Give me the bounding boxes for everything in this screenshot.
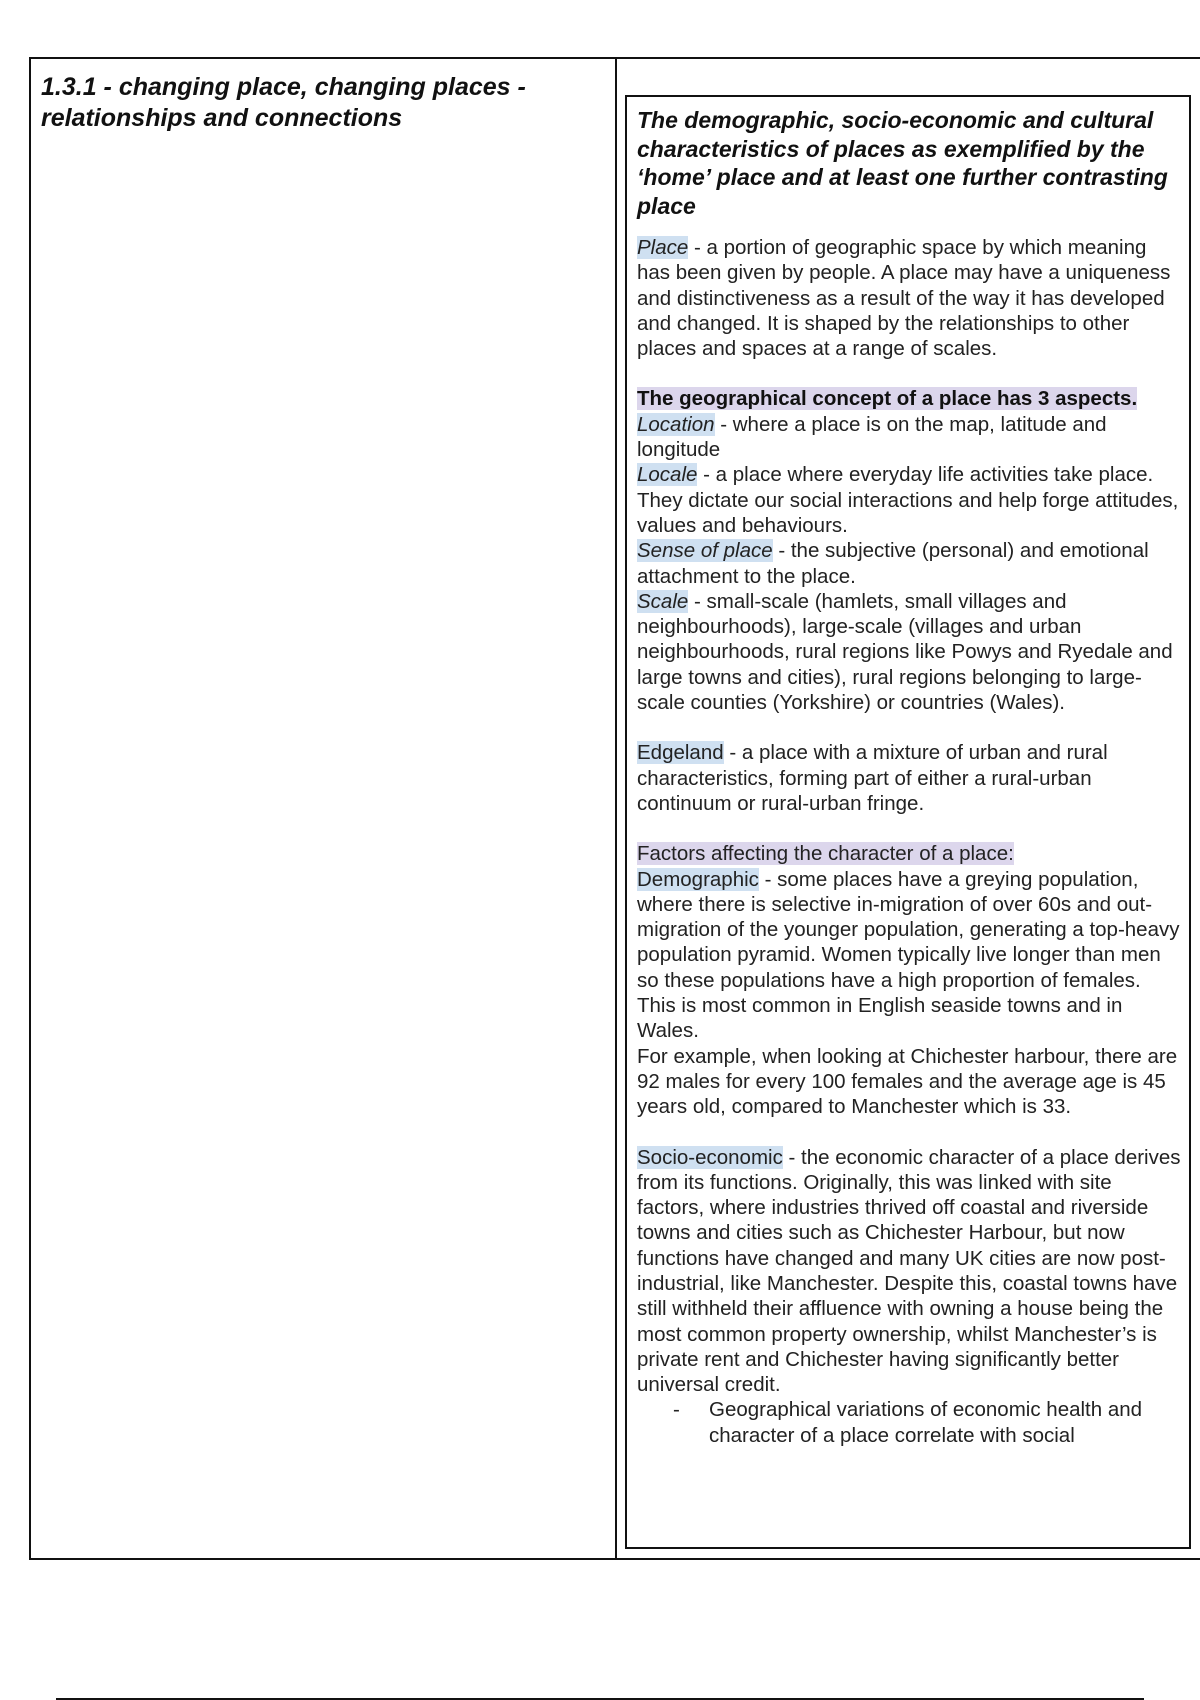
socio-economic-text: - the economic character of a place derives from its functions. Originally, this was linked with site factors, where industries thrived off coastal and riverside towns and cities such as Chichester Harbour, but now functions have changed and many UK cities are now post-industrial, like Manchester. Despite this, coastal towns have still withheld their affluence with owning a house being the most common property ownership, whilst Manchester’s is private rent and Chichester having significantly better universal credit. xyxy=(637,1145,1181,1397)
aspect-text: - the subjective (personal) and emotional attachment to the place. xyxy=(637,539,1149,588)
bullet-dash: - xyxy=(673,1398,680,1422)
column-divider xyxy=(615,57,617,1560)
term-demographic: Demographic xyxy=(637,867,759,891)
socio-economic-paragraph xyxy=(637,1145,1182,1398)
aspect-sense-of-place xyxy=(637,538,1182,589)
term-locale: Locale xyxy=(637,463,698,487)
place-definition-text: - a portion of geographic space by which meaning has been given by people. A place may have a uniqueness and distinctiveness as a result of the way it has developed and changed. It is shaped by the relationships to other places and spaces at a range of scales. xyxy=(637,236,1171,361)
notes-content xyxy=(637,106,1182,1448)
aspects-heading: The geographical concept of a place has 3 aspects. xyxy=(637,387,1138,411)
box-title: The demographic, socio-economic and cultural characteristics of places as exemplified by the ‘home’ place and at least one further contrasting place xyxy=(637,107,1168,219)
term-edgeland: Edgeland xyxy=(637,741,724,765)
term-location: Location xyxy=(637,412,715,436)
section-heading: 1.3.1 - changing place, changing places - relationships and connections xyxy=(41,73,526,132)
edgeland-text: - a place with a mixture of urban and rural characteristics, forming part of either a rural-urban continuum or rural-urban fringe. xyxy=(637,741,1108,815)
aspect-text: - a place where everyday life activities take place. They dictate our social interactions and help forge attitudes, values and behaviours. xyxy=(637,463,1179,537)
term-sense-of-place: Sense of place xyxy=(637,539,773,563)
list-item xyxy=(637,1397,1182,1448)
aspect-locale xyxy=(637,462,1182,538)
factors-heading: Factors affecting the character of a place: xyxy=(637,842,1014,866)
bullet-text: Geographical variations of economic health and character of a place correlate with social xyxy=(709,1398,1143,1447)
aspect-text: - where a place is on the map, latitude and longitude xyxy=(637,412,1107,462)
demographic-text: - some places have a greying population, where there is selective in-migration of over 60s and out-migration of the younger population, generating a top-heavy population pyramid. Women typically live longer than men so these populations have a high proportion of females. This is most common in English seaside towns and in Wales. xyxy=(637,867,1180,1043)
place-definition xyxy=(637,235,1182,361)
aspect-scale xyxy=(637,589,1182,715)
demographic-paragraph xyxy=(637,867,1182,1044)
aspect-location xyxy=(637,412,1182,463)
term-socio-economic: Socio-economic xyxy=(637,1145,783,1169)
term-place: Place xyxy=(637,236,689,259)
aspect-text: - small-scale (hamlets, small villages and neighbourhoods), large-scale (villages and urban neighbourhoods, rural regions like Powys and Ryedale and large towns and cities), rural regions belonging to large-scale counties (Yorkshire) or countries (Wales). xyxy=(637,589,1173,715)
term-scale: Scale xyxy=(637,589,689,613)
demographic-example: For example, when looking at Chichester harbour, there are 92 males for every 100 females and the average age is 45 years old, compared to Manchester which is 33. xyxy=(637,1044,1178,1119)
edgeland-definition xyxy=(637,740,1182,816)
